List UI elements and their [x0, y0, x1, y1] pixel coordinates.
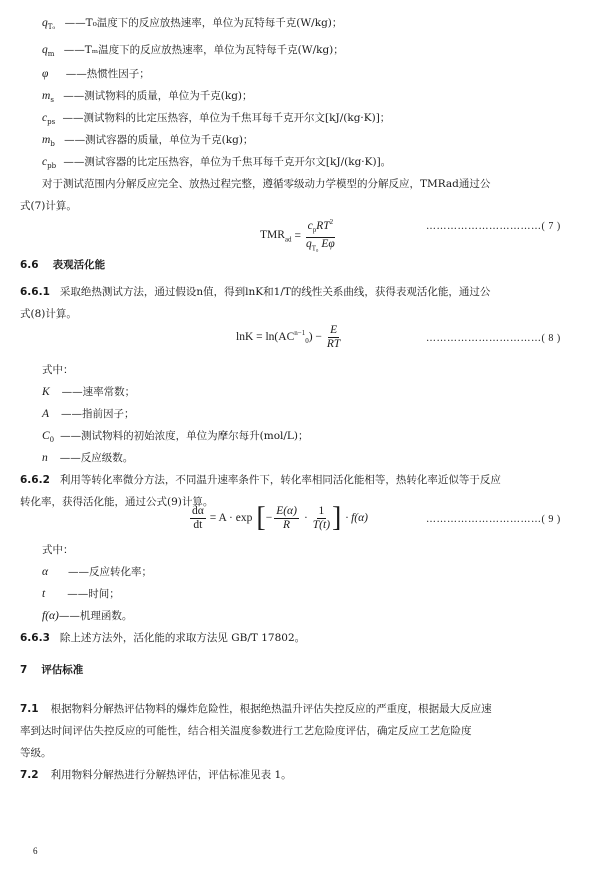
paragraph-6-6-2-line2: 转化率，获得活化能，通过公式(9)计算。 — [20, 496, 214, 508]
paragraph-7-1-line2: 率到达时间评估失控反应的可能性，结合相关温度参数进行工艺危险度评估，确定反应工艺危险度 — [20, 725, 472, 737]
def-item: $c_{ps}$ ——测试物料的比定压热容，单位为千焦耳每千克开尔文[kJ/(kg·K)]； — [42, 112, 391, 127]
equation-9: $\frac{d\alpha}{dt}$ = A · exp [ − $\frac{E(\alpha)}{R}$ · $\frac{1}{T(t)}$ ] · f(α) — [192, 502, 368, 533]
page-number: 6 — [33, 846, 38, 856]
paragraph-6-6-1-line1: 6.6.1 采取绝热测试方法，通过假设n值，得到lnK和1/T的线性关系曲线，获得表观活化能，通过公 — [20, 286, 491, 298]
def-item: f(α)——机理函数。 — [42, 610, 133, 622]
paragraph-tmr-line1: 对于测试范围内分解反应完全、放热过程完整，遵循零级动力学模型的分解反应，TMRad通过公 — [42, 178, 491, 190]
paragraph-6-6-3: 6.6.3 除上述方法外，活化能的求取方法见 GB/T 17802。 — [20, 632, 306, 644]
paragraph-6-6-1-line2: 式(8)计算。 — [20, 308, 77, 320]
shizhong-label: 式中： — [42, 544, 74, 556]
eq7-lhs: $TMR_{ad}$ — [260, 228, 292, 243]
section-heading-7: 7 评估标准 — [20, 664, 84, 676]
def-item: $q_{T_0}$ ——T₀温度下的反应放热速率，单位为瓦特每千克(W/kg)； — [42, 17, 343, 32]
def-item: $C_0$ ——测试物料的初始浓度，单位为摩尔每升(mol/L)； — [42, 430, 309, 445]
equation-8: $\ln K = \ln(AC^{n-1}_0)$ − $\frac{E}{RT}$ — [236, 324, 341, 350]
paragraph-7-1-line1: 7.1 根据物料分解热评估物料的爆炸危险性，根据绝热温升评估失控反应的严重度，根据最大反应速 — [20, 703, 492, 715]
def-item: K ——速率常数； — [42, 386, 136, 398]
def-item: $m_s$ ——测试物料的质量，单位为千克(kg)； — [42, 90, 253, 105]
def-item: $m_b$ ——测试容器的质量，单位为千克(kg)； — [42, 134, 254, 149]
eq9-lhs-fraction: $\frac{d\alpha}{dt}$ — [192, 504, 204, 531]
def-item: n ——反应级数。 — [42, 452, 134, 464]
def-item: φ ——热惯性因子； — [42, 68, 150, 80]
eq8-leader-dots: ……………………………( 8 ) — [426, 333, 561, 344]
eq9-frac-e: $\frac{E(\alpha)}{R}$ — [276, 504, 297, 531]
def-item: α ——反应转化率； — [42, 566, 153, 578]
shizhong-label: 式中： — [42, 364, 74, 376]
paragraph-7-1-line3: 等级。 — [20, 747, 52, 759]
def-item: A ——指前因子； — [42, 408, 135, 420]
eq9-leader-dots: ……………………………( 9 ) — [426, 514, 561, 525]
def-item: $c_{pb}$ ——测试容器的比定压热容，单位为千焦耳每千克开尔文[kJ/(kg·K)]。 — [42, 156, 392, 171]
def-item: t ——时间； — [42, 588, 120, 600]
eq7-leader-dots: ……………………………( 7 ) — [426, 221, 561, 232]
paragraph-tmr-line2: 式(7)计算。 — [20, 200, 77, 212]
paragraph-7-2: 7.2 利用物料分解热进行分解热评估，评估标准见表 1。 — [20, 769, 292, 781]
paragraph-6-6-2-line1: 6.6.2 利用等转化率微分方法，不同温升速率条件下，转化率相同活化能相等，热转化率近似等于反应 — [20, 474, 501, 486]
equation-7: $TMR_{ad}$ = $\frac{c_pRT^2}{q_{T_0} E\varphi}$ — [260, 216, 337, 255]
eq8-fraction: $\frac{E}{RT}$ — [326, 324, 341, 350]
section-heading-6-6: 6.6 表观活化能 — [20, 259, 106, 271]
eq7-fraction: $\frac{c_pRT^2}{q_{T_0} E\varphi}$ — [306, 218, 335, 253]
def-item: $q_m$ ——Tₘ温度下的反应放热速率，单位为瓦特每千克(W/kg)； — [42, 44, 344, 59]
eq9-frac-t: $\frac{1}{T(t)}$ — [312, 504, 331, 531]
